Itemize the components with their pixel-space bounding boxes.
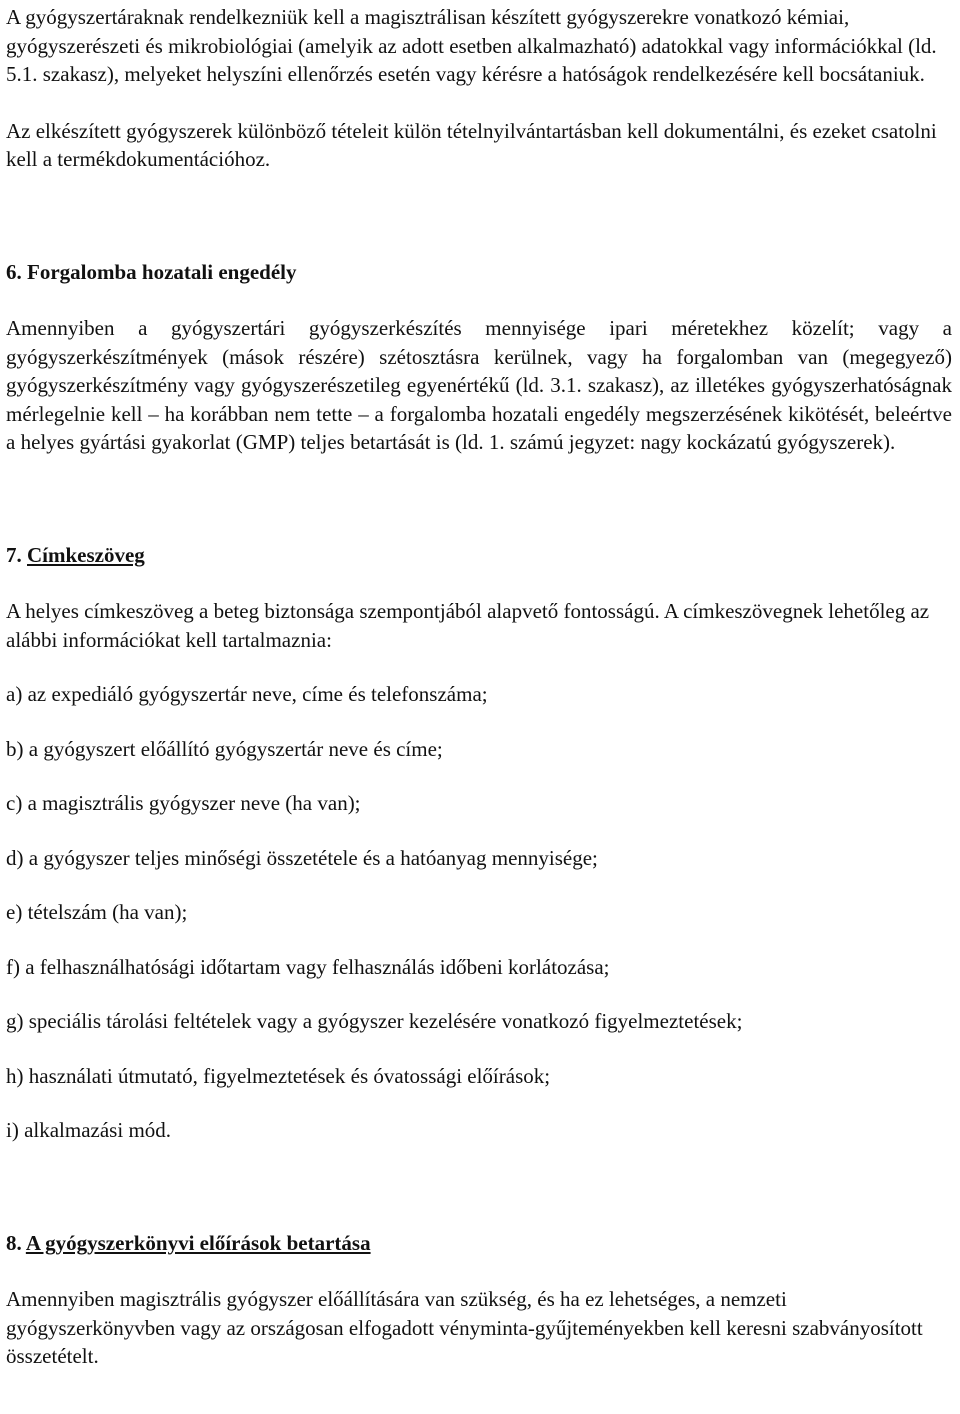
- label-list-item: f) a felhasználhatósági időtartam vagy felhasználás időbeni korlátozása;: [6, 954, 610, 979]
- section-6-title: Forgalomba hozatali engedély: [27, 259, 297, 284]
- section-8-title: A gyógyszerkönyvi előírások betartása: [25, 1230, 371, 1255]
- label-list-item: c) a magisztrális gyógyszer neve (ha van);: [6, 791, 361, 815]
- document-page: [6, 3, 952, 1371]
- section-6-body: Amennyiben a gyógyszertári gyógyszerkészítés mennyisége ipari méretekhez közelít; vagy a gyógyszerkészítmények (mások részére) szétosztásra kerülnek, vagy ha forgalomban van (megegyező) gyógyszerkészítmény vagy gyógyszerészetileg egyenértékű (ld. 3.1. szakasz), az illetékes gyógyszerhatóságnak mérlegelnie kell – ha korábban nem tette – a forgalomba hozatali engedély megszerzésének kikötését, beleértve a helyes gyártási gyakorlat (GMP) teljes betartását is (ld. 1. számú jegyzet: nagy kockázatú gyógyszerek).: [6, 316, 952, 454]
- intro-paragraph-1: A gyógyszertáraknak rendelkezniük kell a magisztrálisan készített gyógyszerekre vonatkozó kémiai, gyógyszerészeti és mikrobiológiai (amelyik az adott esetben alkalmazható) adatokkal vagy információkkal (ld. 5.1. szakasz), melyeket helyszíni ellenőrzés esetén vagy kérésre a hatóságok rendelkezésére kell bocsátaniuk.: [6, 5, 937, 86]
- label-list-item: e) tételszám (ha van);: [6, 900, 188, 924]
- section-7-body: A helyes címkeszöveg a beteg biztonsága szempontjából alapvető fontosságú. A címkeszövegnek lehetőleg az alábbi információkat kell tartalmaznia:: [6, 599, 930, 652]
- section-8-number: 8.: [6, 1230, 26, 1255]
- section-7-heading: [6, 541, 952, 570]
- section-6-heading: [6, 258, 952, 287]
- intro-paragraph-2: Az elkészített gyógyszerek különböző tételeit külön tételnyilvántartásban kell dokumentálni, és ezeket csatolni kell a termékdokumentációhoz.: [6, 118, 937, 171]
- label-list-item: d) a gyógyszer teljes minőségi összetétele és a hatóanyag mennyisége;: [6, 845, 598, 870]
- label-list-item: a) az expediáló gyógyszertár neve, címe és telefonszáma;: [6, 682, 488, 706]
- section-7-number: 7.: [6, 542, 27, 567]
- section-7-title: Címkeszöveg: [27, 542, 145, 567]
- label-list-item: b) a gyógyszert előállító gyógyszertár neve és címe;: [6, 736, 443, 761]
- section-6-number: 6.: [6, 259, 27, 284]
- label-list-item: g) speciális tárolási feltételek vagy a gyógyszer kezelésére vonatkozó figyelmeztetések;: [6, 1009, 743, 1033]
- section-8-heading: [6, 1229, 952, 1258]
- section-8-body: Amennyiben magisztrális gyógyszer előállítására van szükség, és ha ez lehetséges, a nemzeti gyógyszerkönyvben vagy az országosan elfogadott vényminta-gyűjteményekben kell keresni szabványosított összetételt.: [6, 1287, 923, 1368]
- label-list-item: i) alkalmazási mód.: [6, 1118, 172, 1142]
- label-list-item: h) használati útmutató, figyelmeztetések és óvatossági előírások;: [6, 1063, 551, 1088]
